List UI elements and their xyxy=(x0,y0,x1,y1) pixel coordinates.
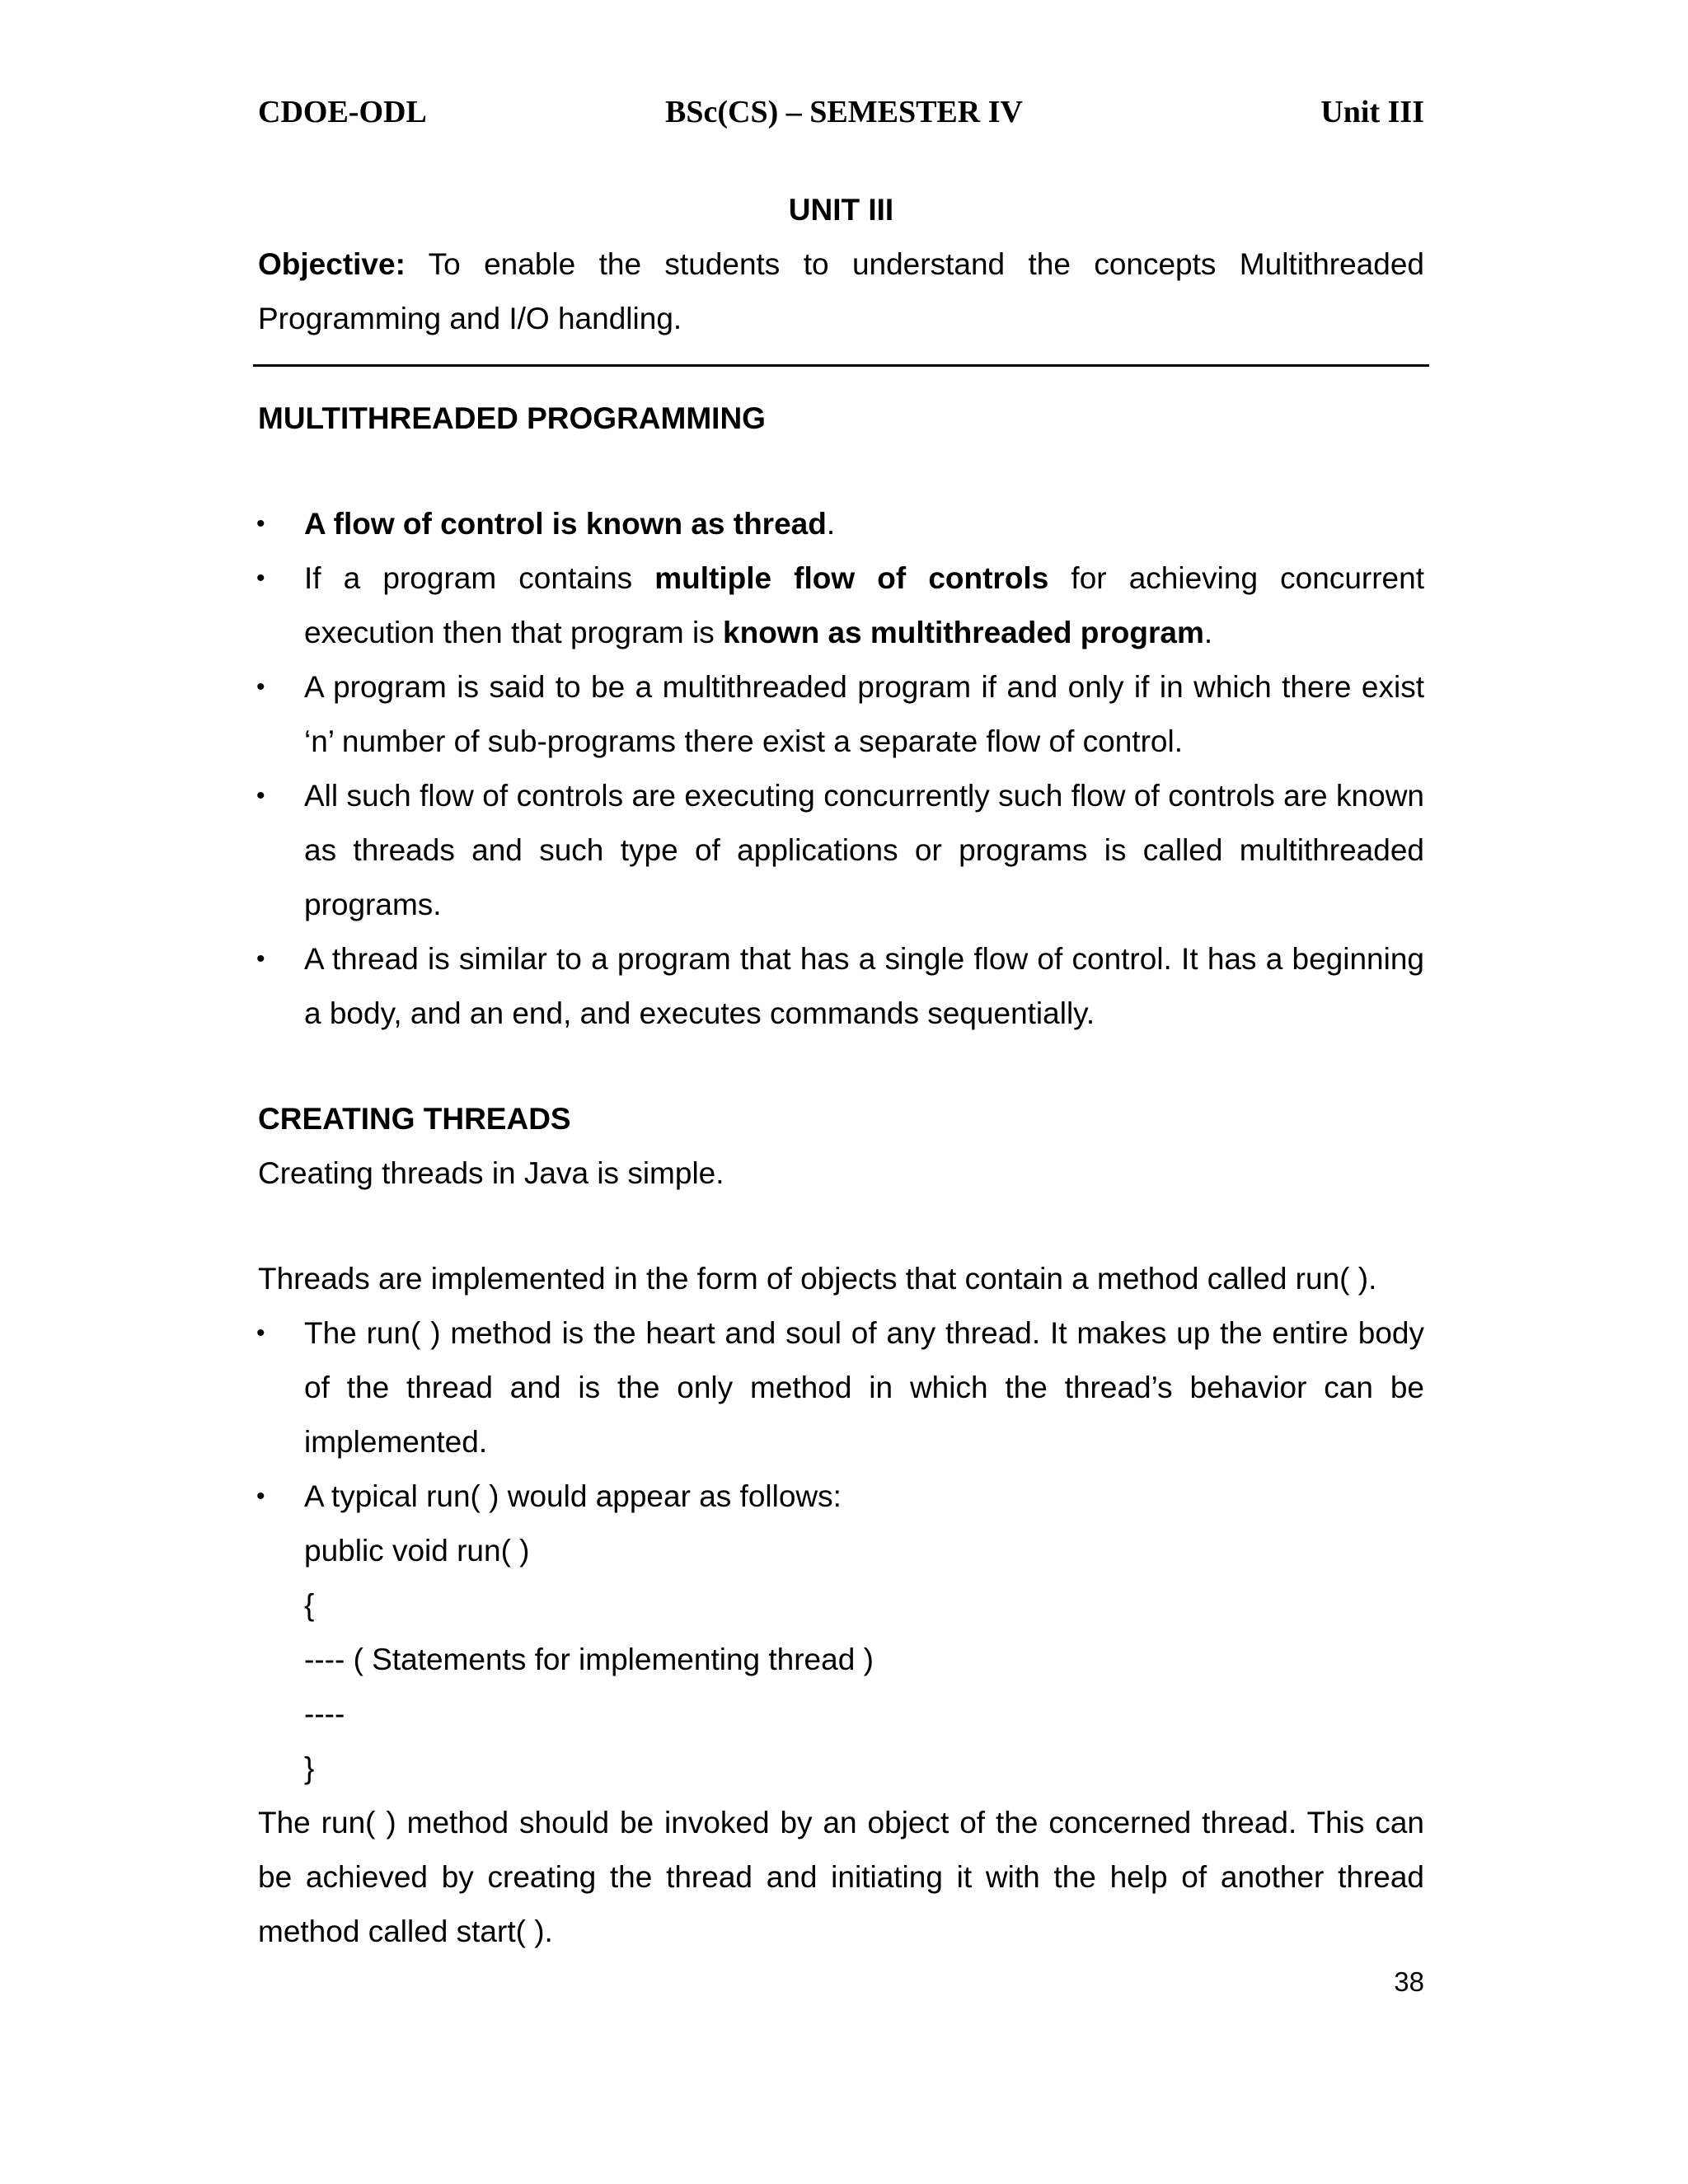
list-item: • All such flow of controls are executing concurrently such flow of controls are known as threads and such type of applications or programs is called multithreaded programs. xyxy=(258,769,1424,932)
header-center: BSc(CS) – SEMESTER IV xyxy=(665,95,1023,129)
code-line: public void run( ) xyxy=(304,1534,530,1568)
section-title-multithreaded: MULTITHREADED PROGRAMMING xyxy=(258,401,766,435)
code-line: ---- ( Statements for implementing thread ) xyxy=(304,1643,874,1676)
run-invocation-paragraph: The run( ) method should be invoked by an object of the concerned thread. This can be achieved by creating the thread and initiating it with the help of another thread method called start( ). xyxy=(258,1806,1424,1948)
header-right: Unit III xyxy=(1320,95,1424,129)
page-number: 38 xyxy=(1394,1966,1424,1997)
list-item: • A flow of control is known as thread. xyxy=(258,497,1424,551)
bullet-icon: • xyxy=(256,673,265,701)
section-title-creating-threads: CREATING THREADS xyxy=(258,1102,571,1136)
bullet-icon: • xyxy=(256,1319,265,1347)
bullet-icon: • xyxy=(256,945,265,972)
list-item: • A program is said to be a multithreaded program if and only if in which there exist ‘n’ number of sub-programs there exist a separate flow of control. xyxy=(258,660,1424,769)
list-item: • The run( ) method is the heart and soul of any thread. It makes up the entire body of the thread and is the only method in which the thread’s behavior can be implemented. xyxy=(258,1306,1424,1469)
unit-title: UNIT III xyxy=(788,193,894,227)
bullet-icon: • xyxy=(256,510,265,537)
objective-label: Objective: xyxy=(258,247,406,281)
list-item: • A typical run( ) would appear as follows: xyxy=(258,1469,1424,1524)
bullet-icon: • xyxy=(256,1483,265,1510)
creating-threads-intro: Creating threads in Java is simple. xyxy=(258,1156,724,1190)
objective-paragraph xyxy=(258,237,1424,346)
objective-text: To enable the students to understand the concepts Multithreaded Programming and I/O handling. xyxy=(258,247,1424,335)
multithreaded-bullet-list xyxy=(258,497,1424,1041)
code-block xyxy=(258,1524,1424,1796)
header-left: CDOE-ODL xyxy=(258,95,427,129)
bullet-icon: • xyxy=(256,782,265,809)
bullet-icon: • xyxy=(256,565,265,592)
run-method-bullet-list xyxy=(258,1306,1424,1524)
code-line: { xyxy=(304,1588,315,1622)
code-line: ---- xyxy=(304,1697,345,1731)
list-item: • If a program contains multiple flow of controls for achieving concurrent execution then that program is known as multithreaded program. xyxy=(258,551,1424,660)
list-item: • A thread is similar to a program that has a single flow of control. It has a beginning a body, and an end, and executes commands sequentially. xyxy=(258,932,1424,1041)
threads-implementation-paragraph: Threads are implemented in the form of objects that contain a method called run( ). xyxy=(258,1262,1377,1296)
code-line: } xyxy=(304,1751,315,1785)
page-content xyxy=(258,183,1424,1959)
